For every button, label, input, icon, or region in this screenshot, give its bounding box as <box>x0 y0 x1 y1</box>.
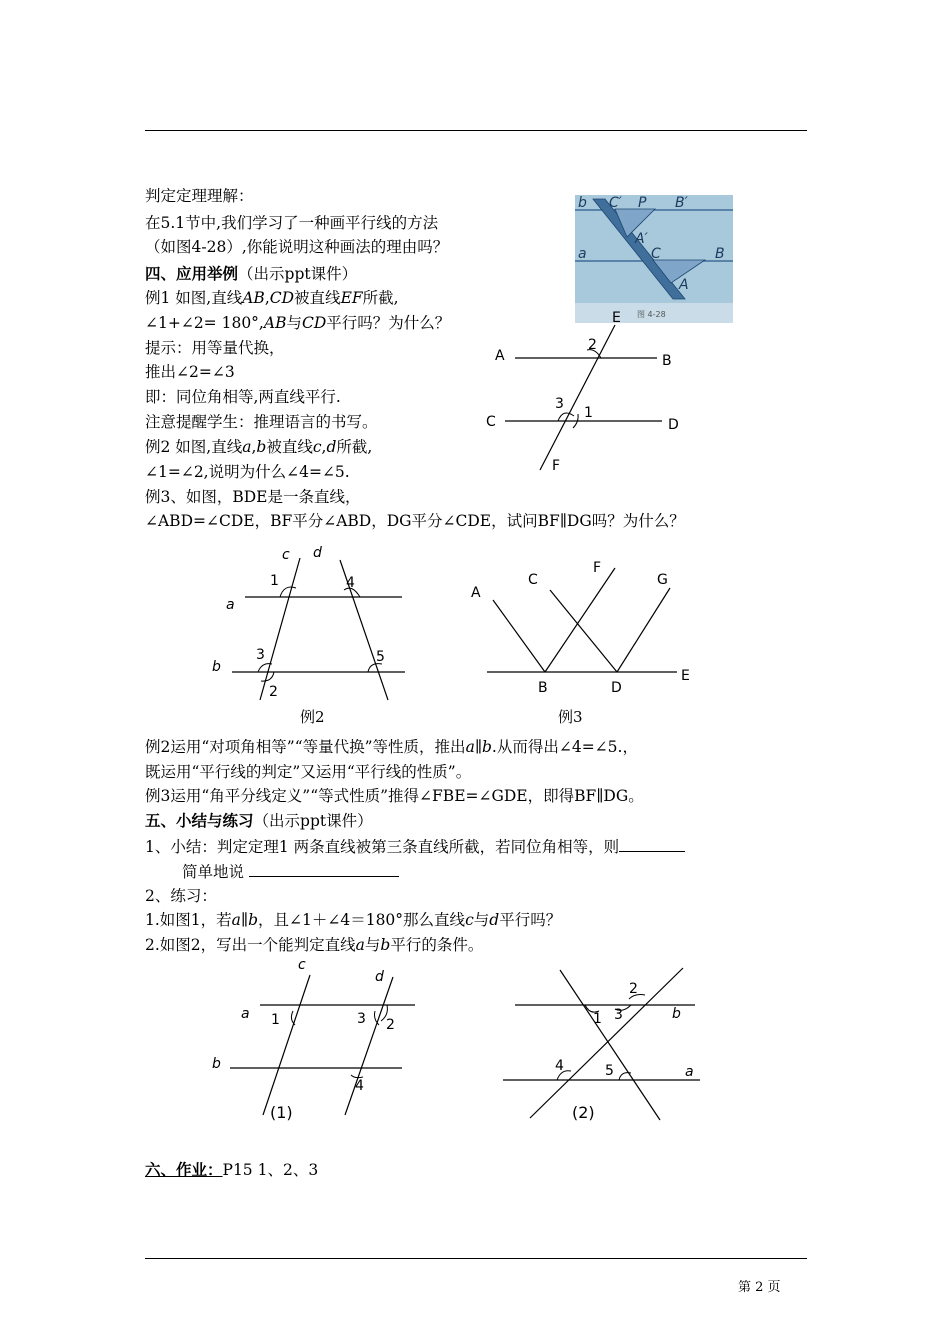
fig-label: D <box>668 417 679 433</box>
text-line: 例3运用“角平分线定义”“等式性质”推得∠FBE=∠GDE，即得BF∥DG。 <box>145 787 644 805</box>
text-line: 在5.1节中,我们学习了一种画平行线的方法 <box>145 214 439 232</box>
text-line: 提示：用等量代换， <box>145 339 285 357</box>
fig-label: 4 <box>555 1058 564 1074</box>
fig-label: 5 <box>376 649 385 665</box>
text-line: 推出∠2=∠3 <box>145 363 235 381</box>
fig-label: b <box>212 1056 221 1072</box>
photo-label: B <box>715 246 725 262</box>
text-line: 例1 如图,直线AB,CD被直线EF所截, <box>145 289 399 307</box>
caption-example-2: 例2 <box>300 708 325 726</box>
fig-label: a <box>241 1006 250 1022</box>
fig-label: 2 <box>588 337 597 353</box>
text-line: 2、练习： <box>145 887 217 905</box>
fig-label: 3 <box>555 396 564 412</box>
figure-exercise-2 <box>495 965 715 1125</box>
fig-label: C <box>528 572 538 588</box>
text-line: 例2运用“对项角相等”“等量代换”等性质，推出a∥b.从而得出∠4=∠5.， <box>145 738 638 756</box>
blank-line <box>249 861 399 877</box>
fig-label: B <box>662 353 672 369</box>
fig-label: E <box>612 310 621 326</box>
fig-label: 2 <box>269 684 278 700</box>
fig-label: G <box>657 572 668 588</box>
text-line: （如图4-28）,你能说明这种画法的理由吗？ <box>145 238 449 256</box>
fig-label: E <box>681 668 690 684</box>
fig-label: a <box>685 1064 694 1080</box>
photo-label: P <box>638 195 647 211</box>
footer-rule <box>145 1258 807 1259</box>
figure-example-1 <box>480 300 700 480</box>
section-heading: 六、作业：P15 1、2、3 <box>145 1160 319 1179</box>
fig-label: 4 <box>355 1078 364 1094</box>
fig-label: a <box>226 597 235 613</box>
text-line: 简单地说 <box>182 861 399 882</box>
text-line: 例2 如图,直线a,b被直线c,d所截, <box>145 438 373 456</box>
fig-label: d <box>375 969 384 985</box>
text-line: 判定定理理解： <box>145 187 254 205</box>
fig-label: 1 <box>271 1012 280 1028</box>
text-line: ∠ABD=∠CDE，BF平分∠ABD，DG平分∠CDE，试问BF∥DG吗？为什么？ <box>145 512 685 530</box>
photo-label: A′ <box>635 231 648 247</box>
photo-label: a <box>578 246 587 262</box>
caption-figure-2: (2) <box>572 1103 595 1122</box>
fig-label: 4 <box>346 575 355 591</box>
text-line: 注意提醒学生：推理语言的书写。 <box>145 413 378 431</box>
fig-label: c <box>298 957 306 973</box>
fig-label: 3 <box>256 647 265 663</box>
fig-label: 2 <box>386 1017 395 1033</box>
figure-example-2 <box>210 540 420 705</box>
fig-label: B <box>538 680 548 696</box>
text-line: 1、小结：判定定理1 两条直线被第三条直线所截，若同位角相等，则 <box>145 836 685 857</box>
fig-label: 2 <box>629 981 638 997</box>
photo-label: C′ <box>609 195 622 211</box>
header-rule <box>145 130 807 131</box>
text-line: 1.如图1，若a∥b，且∠1＋∠4＝180°那么直线c与d平行吗？ <box>145 911 562 929</box>
photo-label: B′ <box>675 195 688 211</box>
fig-label: 1 <box>584 405 593 421</box>
fig-label: F <box>593 560 602 576</box>
photo-label: b <box>578 195 587 211</box>
caption-figure-1: (1) <box>270 1103 293 1122</box>
fig-label: 3 <box>357 1011 366 1027</box>
figure-example-3 <box>465 550 705 700</box>
photo-caption: 图 4-28 <box>637 310 666 319</box>
text-line: 既运用“平行线的判定”又运用“平行线的性质”。 <box>145 763 472 781</box>
fig-label: b <box>672 1006 681 1022</box>
figure-exercise-1 <box>205 955 430 1125</box>
fig-label: c <box>282 547 290 563</box>
fig-label: d <box>313 545 322 561</box>
fig-label: D <box>611 680 622 696</box>
text-line: ∠1+∠2= 180°,AB与CD平行吗？为什么？ <box>145 314 451 332</box>
fig-label: C <box>486 414 496 430</box>
section-heading: 五、小结与练习（出示ppt课件） <box>145 811 373 830</box>
fig-label: 5 <box>605 1063 614 1079</box>
fig-label: 3 <box>614 1007 623 1023</box>
fig-label: b <box>212 659 221 675</box>
page-number: 第 2 页 <box>738 1280 781 1295</box>
text-line: 即：同位角相等,两直线平行. <box>145 388 341 406</box>
fig-label: 1 <box>593 1011 602 1027</box>
photo-label: C <box>651 246 661 262</box>
blank-line <box>619 836 685 852</box>
section-heading: 四、应用举例（出示ppt课件） <box>145 264 358 283</box>
fig-label: F <box>552 458 561 474</box>
caption-example-3: 例3 <box>558 708 583 726</box>
text-line: ∠1=∠2,说明为什么∠4=∠5. <box>145 463 350 481</box>
fig-label: 1 <box>270 573 279 589</box>
fig-label: A <box>495 348 505 364</box>
photo-label: A <box>679 277 689 293</box>
text-line: 2.如图2，写出一个能判定直线a与b平行的条件。 <box>145 936 484 954</box>
text-line: 例3、如图，BDE是一条直线， <box>145 488 361 506</box>
fig-label: A <box>471 585 481 601</box>
